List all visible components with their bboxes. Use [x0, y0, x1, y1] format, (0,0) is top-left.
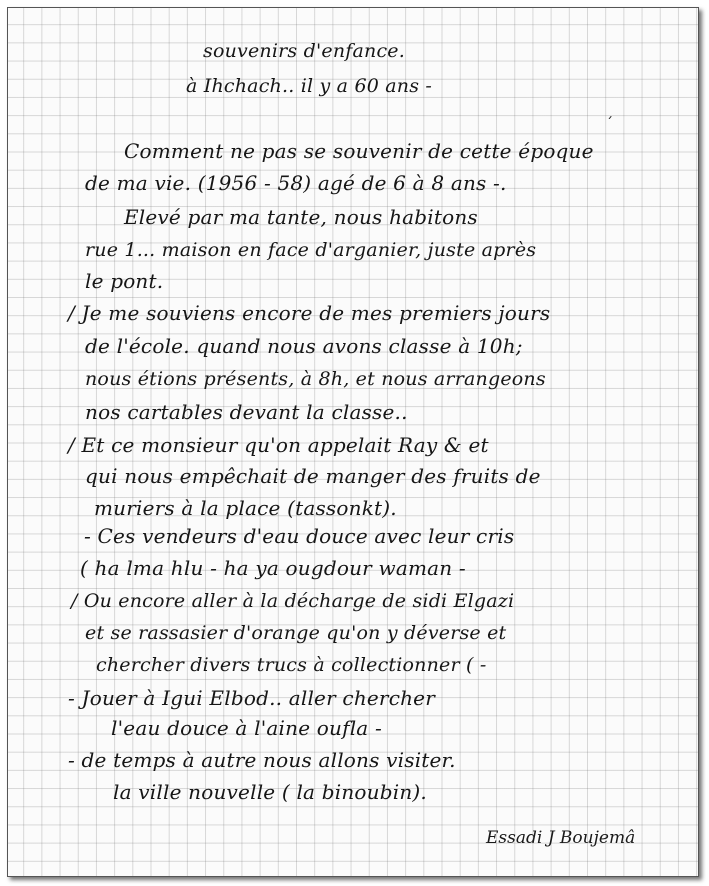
text-line: chercher divers trucs à collectionner ( - [96, 654, 487, 676]
text-line: de ma vie. (1956 - 58) agé de 6 à 8 ans -. [85, 171, 507, 195]
text-line: et se rassasier d'orange qu'on y déverse et [85, 622, 507, 644]
text-line: / Ou encore aller à la décharge de sidi Elgazi [71, 590, 515, 612]
text-line: / Et ce monsieur qu'on appelait Ray & et [68, 433, 489, 457]
text-line: rue 1... maison en face d'arganier, juste après [85, 239, 537, 261]
text-line: Comment ne pas se souvenir de cette époque [124, 139, 594, 163]
text-line: - de temps à autre nous allons visiter. [68, 748, 456, 772]
letter-title: souvenirs d'enfance. [203, 40, 405, 62]
text-line: / Je me souviens encore de mes premiers jours [68, 301, 551, 325]
stray-mark: ´ [606, 116, 613, 132]
signature: Essadi J Boujemâ [486, 828, 636, 848]
text-line: nos cartables devant la classe.. [85, 400, 408, 424]
text-line: - Jouer à Igui Elbod.. aller chercher [68, 686, 435, 710]
text-line: nous étions présents, à 8h, et nous arrangeons [85, 368, 546, 390]
text-line: muriers à la place (tassonkt). [94, 496, 397, 520]
handwritten-page [7, 7, 699, 877]
text-line: l'eau douce à l'aine oufla - [111, 716, 382, 740]
text-line: ( ha lma hlu - ha ya ougdour waman - [80, 556, 466, 580]
text-line: de l'école. quand nous avons classe à 10h; [85, 334, 523, 358]
text-line: Elevé par ma tante, nous habitons [124, 205, 478, 229]
letter-subtitle: à Ihchach.. il y a 60 ans - [186, 75, 433, 97]
text-line: le pont. [85, 269, 164, 293]
text-line: la ville nouvelle ( la binoubin). [113, 780, 427, 804]
text-line: - Ces vendeurs d'eau douce avec leur cris [84, 524, 515, 548]
text-line: qui nous empêchait de manger des fruits de [85, 464, 541, 488]
